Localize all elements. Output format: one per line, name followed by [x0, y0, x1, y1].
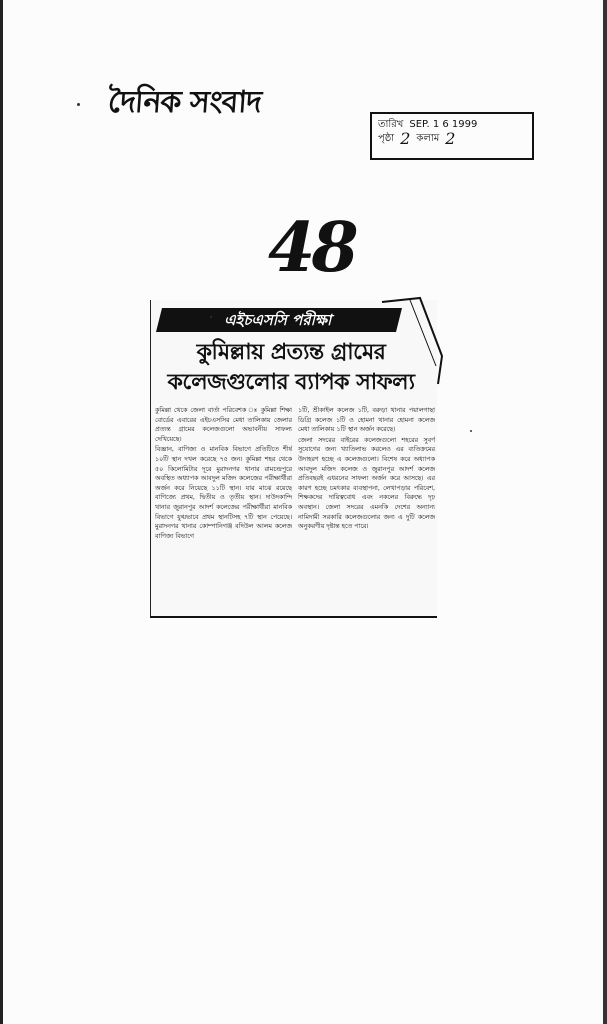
stamp-date-value: SEP. 1 6 1999	[409, 119, 478, 130]
article-kicker: এইচএসসি পরীক্ষা	[156, 308, 402, 332]
headline-line-2: কলেজগুলোর ব্যাপক সাফল্য	[167, 370, 415, 395]
newspaper-masthead: দৈনিক সংবাদ	[106, 85, 263, 120]
stamp-column-label: কলাম	[416, 133, 440, 144]
torn-corner-mark	[380, 296, 446, 386]
headline-line-1: কুমিল্লায় প্রত্যন্ত গ্রামের	[196, 340, 386, 365]
stamp-page-label: পৃষ্ঠা	[378, 133, 395, 144]
stamp-date-label: তারিখ	[378, 119, 404, 130]
scan-border-right	[603, 0, 607, 1024]
date-stamp	[370, 112, 534, 160]
paragraph: ১টি, শ্রীকাইল কলেজ ১টি, বরুড়া থানার পয়ালগাছা ডিগ্রি কলেজ ১টি ও হোমনা থানার হোমনা কলেজ মেধা তালিকায় ১টি স্থান অর্জন করেছে।	[298, 407, 435, 434]
scan-speck	[210, 316, 212, 318]
scan-speck	[470, 430, 472, 432]
stamp-column-value: 2	[445, 132, 456, 146]
article-column-2	[298, 406, 435, 611]
scan-speck	[77, 103, 80, 106]
paragraph: কুমিল্লা থেকে জেলা বার্তা পরিবেশক ঃ কুমিল্লা শিক্ষা বোর্ডের এবারের এইচএসসির মেধা তালিকায় জেলার প্রত্যন্ত গ্রামের কলেজগুলো অভাবনীয় সাফল্য দেখিয়েছে।	[155, 407, 292, 443]
paragraph: বিজ্ঞান, বাণিজ্য ও মানবিক বিভাগে প্রতিটিতে শীর্ষ ১০টি স্থান দখল করেছে ৭৫ জন। কুমিল্লা শহর থেকে ৫০ কিলোমিটার দূরে মুরাদনগর থানার রামচন্দ্রপুরে অবস্থিত অধ্যাপক আবদুল মজিদ কলেজের পরীক্ষার্থীরা অর্জন করে নিয়েছে ১১টি স্থান। যার মাঝে রয়েছে বাণিজ্যে প্রথম, দ্বিতীয় ও তৃতীয় স্থান। দাউদকান্দি থানার জুরানপুর আদর্শ কলেজের পরীক্ষার্থীরা মানবিক বিভাগে যুগ্মভাবে প্রথম স্থানটিসহ ৭টি স্থান পেয়েছে। মুরাদনগর থানার কোম্পানিগঞ্জ বদিউল আলম কলেজ বাণিজ্য বিভাগে	[155, 446, 292, 540]
scan-border-left	[0, 0, 3, 1024]
handwritten-page-number: 48	[268, 208, 355, 288]
stamp-page-value: 2	[400, 132, 411, 146]
article-column-1	[155, 406, 292, 611]
paragraph: জেলা সদরের বাইরের কলেজগুলো শহরের সুবর্ণ সুযোগের জন্য খ্যাতিলাভ করলেও এর ব্যতিক্রমের উদাহরণ হচ্ছে এ কলেজগুলো। বিশেষ করে অধ্যাপক আবদুল মজিদ কলেজ ও জুরানপুর আদর্শ কলেজ প্রতিবছরই এধরনের সাফল্য অর্জন করে আসছে। এর কারণ হচ্ছে চমৎকার ব্যবস্থাপনা, লেখাপড়ার পরিবেশ, শিক্ষকদের দায়িত্ববোধ এবং নকলের বিরুদ্ধে দৃঢ় অবস্থান। জেলা সদরের এমনকি দেশের অন্যান্য নামিদামী সরকারি কলেজগুলোর জন্য এ দুটি কলেজ অনুকরণীয় দৃষ্টান্ত হতে পারে।	[298, 436, 435, 531]
article-body	[155, 406, 435, 611]
